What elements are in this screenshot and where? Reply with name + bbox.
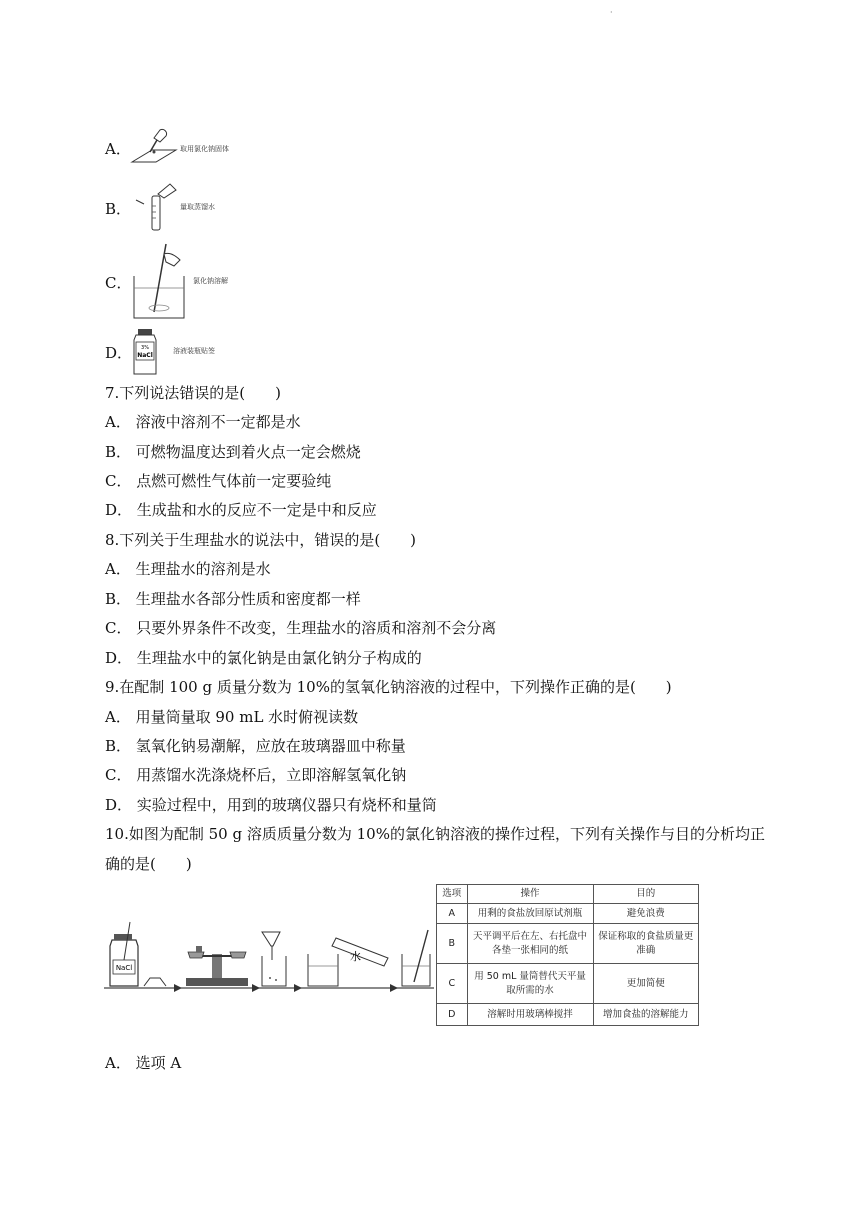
arrow-right-icon xyxy=(294,984,302,992)
q9-option-d[interactable]: D． 实验过程中，用到的玻璃仪器只有烧杯和量筒 xyxy=(105,796,437,814)
table-cell-operation: 用 50 mL 量筒替代天平量取所需的水 xyxy=(467,964,593,1004)
table-cell-option: B xyxy=(437,924,468,964)
table-cell-purpose: 保证称取的食盐质量更准确 xyxy=(593,924,698,964)
q8-option-c[interactable]: C． 只要外界条件不改变，生理盐水的溶质和溶剂不会分离 xyxy=(105,619,497,637)
table-cell-operation: 天平调平后在左、右托盘中各垫一张相同的纸 xyxy=(467,924,593,964)
table-cell-purpose: 更加简便 xyxy=(593,964,698,1004)
q7-option-b[interactable]: B． 可燃物温度达到着火点一定会燃烧 xyxy=(105,443,361,461)
pouring-water-icon xyxy=(308,938,388,986)
bottle-label: NaCl xyxy=(137,352,153,359)
table-header-cell: 选项 xyxy=(437,885,468,904)
options-table xyxy=(436,884,699,1026)
beaker-stirring-icon xyxy=(402,930,430,986)
arrow-right-icon xyxy=(252,984,260,992)
arrow-right-icon xyxy=(390,984,398,992)
q7-option-a[interactable]: A． 溶液中溶剂不一定都是水 xyxy=(105,413,301,431)
table-cell-option: A xyxy=(437,904,468,924)
q8-option-d[interactable]: D． 生理盐水中的氯化钠是由氯化钠分子构成的 xyxy=(105,649,422,667)
q7-stem: 7.下列说法错误的是( ) xyxy=(105,384,282,402)
illustration-caption: 溶液装瓶贴签 xyxy=(173,347,215,355)
table-cell-operation: 溶解时用玻璃棒搅拌 xyxy=(467,1004,593,1026)
table-header-cell: 操作 xyxy=(467,885,593,904)
beaker-stirring-icon xyxy=(130,242,190,322)
table-header-cell: 目的 xyxy=(593,885,698,904)
option-letter: D． xyxy=(105,344,133,362)
table-cell-purpose: 增加食盐的溶解能力 xyxy=(593,1004,698,1026)
table-cell-option: C xyxy=(437,964,468,1004)
q8-option-a[interactable]: A． 生理盐水的溶剂是水 xyxy=(105,560,271,578)
table-row xyxy=(437,964,699,1004)
table-row xyxy=(437,924,699,964)
q7-option-c[interactable]: C． 点燃可燃性气体前一定要验纯 xyxy=(105,472,332,490)
funnel-beaker-icon xyxy=(262,932,286,986)
arrow-right-icon xyxy=(174,984,182,992)
q9-option-c[interactable]: C． 用蒸馏水洗涤烧杯后，立即溶解氢氧化钠 xyxy=(105,766,407,784)
q10-stem-line2: 确的是( ) xyxy=(105,855,192,873)
solution-preparation-figure xyxy=(104,920,434,994)
illustration-caption: 氯化钠溶解 xyxy=(193,277,228,285)
table-row xyxy=(437,904,699,924)
table-header-row xyxy=(437,885,699,904)
table-cell-option: D xyxy=(437,1004,468,1026)
option-letter: B． xyxy=(105,200,132,218)
q10-option-a[interactable]: A． 选项 A xyxy=(105,1054,182,1072)
q8-option-b[interactable]: B． 生理盐水各部分性质和密度都一样 xyxy=(105,590,361,608)
balance-icon xyxy=(186,946,248,986)
labeled-reagent-bottle-icon xyxy=(130,328,160,376)
table-cell-purpose: 避免浪费 xyxy=(593,904,698,924)
q9-stem: 9.在配制 100 g 质量分数为 10%的氢氧化钠溶液的过程中，下列操作正确的是( ) xyxy=(105,678,672,696)
q8-stem: 8.下列关于生理盐水的说法中，错误的是( ) xyxy=(105,531,417,549)
q7-option-d[interactable]: D． 生成盐和水的反应不一定是中和反应 xyxy=(105,501,377,519)
q9-option-b[interactable]: B． 氢氧化钠易潮解，应放在玻璃器皿中称量 xyxy=(105,737,406,755)
q10-stem-line1: 10.如图为配制 50 g 溶质质量分数为 10%的氯化钠溶液的操作过程，下列有关操作与目的分析均正 xyxy=(105,825,765,843)
q9-option-a[interactable]: A． 用量筒量取 90 mL 水时俯视读数 xyxy=(105,708,359,726)
table-row xyxy=(437,1004,699,1026)
reagent-bottle-icon xyxy=(110,922,166,986)
illustration-caption: 量取蒸馏水 xyxy=(180,203,215,211)
table-cell-operation: 用剩的食盐放回原试剂瓶 xyxy=(467,904,593,924)
option-letter: A． xyxy=(105,140,131,158)
illustration-caption: 取用氯化钠固体 xyxy=(180,145,229,153)
bottle-label: NaCl xyxy=(115,964,133,972)
option-letter: C． xyxy=(105,274,132,292)
bottle-label-top: 3% xyxy=(141,345,149,351)
header-mark: · xyxy=(610,8,613,17)
water-label: 水 xyxy=(350,950,361,963)
